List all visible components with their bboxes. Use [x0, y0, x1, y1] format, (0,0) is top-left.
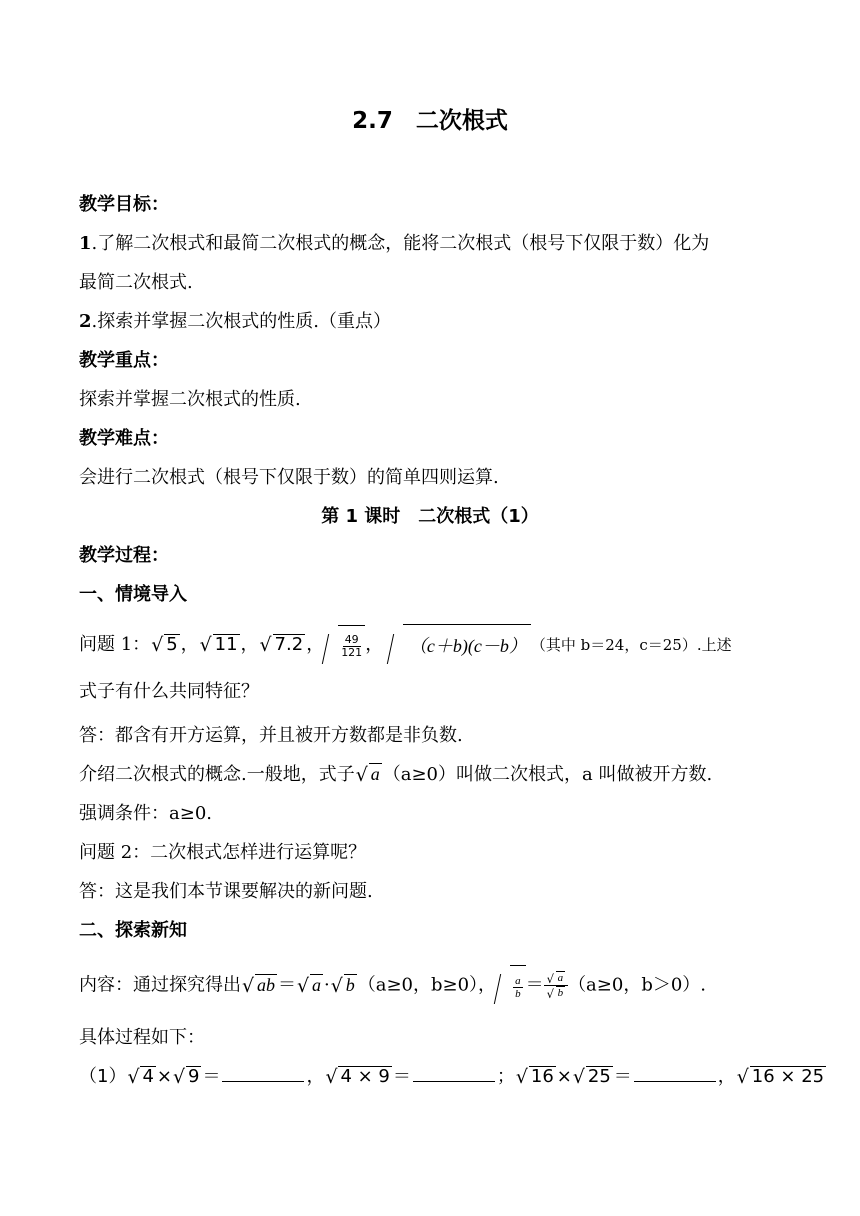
radical-sqrt16x25: [737, 1058, 826, 1096]
question-1-continued: 式子有什么共同特征？: [79, 681, 259, 702]
question-1-label: 问题 1：: [79, 634, 151, 655]
radicand: 4: [142, 1066, 154, 1087]
content-formulas: 内容：通过探究得出√ ab ＝√ a ·√ b （a≥0，b≥0）， $\frac{a}{b}$ ＝ √ a √ b （a≥0，b＞0）.: [79, 965, 781, 1006]
radicand-expression: （c＋b)(c－b）: [408, 636, 527, 656]
fraction-numerator: 49: [344, 633, 359, 646]
answer-blank[interactable]: [222, 1063, 304, 1082]
radical-fraction: [324, 625, 365, 666]
concept-intro: [79, 756, 781, 794]
question-1: 问题 1：√ 5 ，√ 11 ，√ 7.2 ， $\frac{49}{121}$ ， （c＋b)(c－b） （其中 b＝24，c＝25）.上述: [79, 624, 781, 666]
goal-item-2-text: .探索并掌握二次根式的性质.（重点）: [91, 311, 391, 332]
goal-item-1-number: 1: [79, 233, 92, 254]
key-text: 探索并掌握二次根式的性质.: [79, 389, 301, 410]
page-title: 2.7 二次根式: [352, 108, 508, 134]
radicand: 4 × 9: [340, 1066, 390, 1087]
goal-item-1: [79, 225, 781, 263]
exercise-1-label: （1）: [79, 1066, 127, 1087]
formula-quotient-lhs: $\frac{a}{b}$: [496, 965, 526, 1006]
radical-sqrt7-2: [260, 626, 306, 664]
goals-heading: 教学目标：: [79, 194, 169, 215]
fraction: [341, 634, 362, 659]
fraction-denominator: 121: [341, 646, 363, 659]
formula-2-condition: （a≥0，b＞0）.: [568, 974, 707, 996]
question-2: 问题 2：二次根式怎样进行运算呢？: [79, 842, 367, 863]
radical-expression: [389, 624, 531, 666]
radical-sqrt11: [200, 626, 240, 664]
section1-heading: 一、情境导入: [79, 584, 187, 605]
formula-product-rhs-b: √ b: [331, 967, 357, 1005]
radicand: 5: [166, 634, 178, 655]
goal-item-2-number: 2: [79, 311, 92, 332]
lesson-title: 第 1 课时 二次根式（1）: [321, 506, 539, 527]
difficult-heading: 教学难点：: [79, 428, 169, 449]
radicand: 11: [214, 634, 238, 655]
radicand: 9: [188, 1066, 200, 1087]
question-1-note: （其中 b＝24，c＝25）.上述: [530, 636, 732, 654]
radical-sqrt4: [127, 1058, 155, 1096]
concept-intro-a: 介绍二次根式的概念.一般地，式子: [79, 764, 355, 785]
radical-sqrt5: [151, 626, 179, 664]
formula-quotient-rhs: √ a √ b: [544, 971, 569, 999]
answer-1: 答：都含有开方运算，并且被开方数都是非负数.: [79, 725, 463, 746]
exercise-1: （1）√ 4 ×√ 9 ＝ ，√ 4 × 9 ＝ ；√ 16 ×√ 25 ＝ ，√ 16 × 25: [79, 1058, 781, 1096]
concept-intro-b: （a≥0）叫做二次根式，a 叫做被开方数.: [382, 764, 713, 785]
formula-product-rhs-a: √ a: [297, 967, 323, 1005]
radicand: 16: [530, 1066, 554, 1087]
key-heading: 教学重点：: [79, 350, 169, 371]
difficult-text: 会进行二次根式（根号下仅限于数）的简单四则运算.: [79, 467, 499, 488]
radical-sqrt9: [173, 1058, 201, 1096]
radicand: 7.2: [274, 634, 304, 655]
process-text: 具体过程如下：: [79, 1027, 205, 1048]
goal-item-2: [79, 303, 781, 341]
radical-sqrt25: [573, 1058, 613, 1096]
emphasis: 强调条件：a≥0.: [79, 803, 212, 824]
formula-1-condition: （a≥0，b≥0），: [357, 974, 497, 996]
answer-blank[interactable]: [634, 1063, 716, 1082]
process-heading: 教学过程：: [79, 545, 169, 566]
radical-sqrt-a: [356, 756, 382, 794]
content-label: 内容：通过探究得出: [79, 974, 241, 996]
goal-item-1-text: .了解二次根式和最简二次根式的概念，能将二次根式（根号下仅限于数）化为: [91, 233, 710, 254]
formula-product-lhs: √ ab: [242, 967, 277, 1005]
radicand: 25: [587, 1066, 611, 1087]
radicand: a: [370, 764, 380, 784]
radical-sqrt4x9: [325, 1058, 391, 1096]
goal-item-1-continued: 最简二次根式.: [79, 272, 193, 293]
answer-blank[interactable]: [413, 1063, 495, 1082]
answer-2: 答：这是我们本节课要解决的新问题.: [79, 881, 373, 902]
section2-heading: 二、探索新知: [79, 920, 187, 941]
radicand: 16 × 25: [751, 1066, 825, 1087]
radical-sqrt16: [516, 1058, 556, 1096]
